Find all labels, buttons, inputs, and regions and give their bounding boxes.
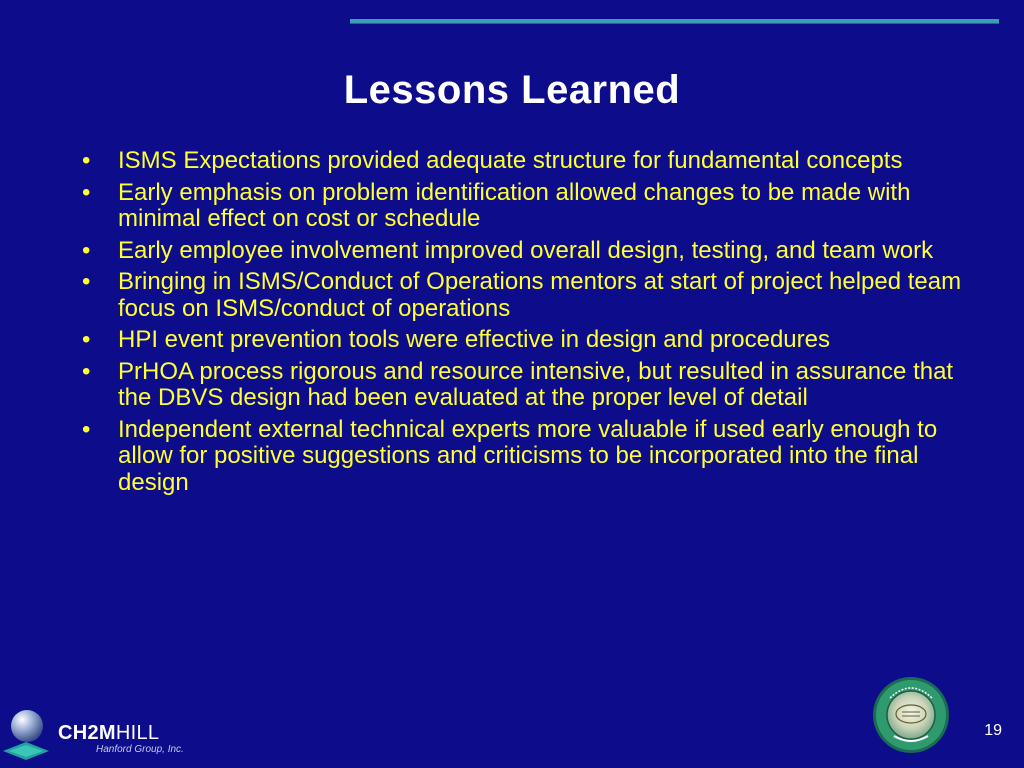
bullet-icon: • — [82, 268, 91, 295]
bullet-text: PrHOA process rigorous and resource intensive, but resulted in assurance that the DBVS design had been evaluated at the proper level of detail — [118, 357, 954, 411]
bullet-icon: • — [82, 236, 91, 264]
bullet-text: Bringing in ISMS/Conduct of Operations mentors at start of project helped team focus on ISMS/conduct of operations — [118, 268, 962, 322]
bullet-item — [80, 359, 980, 412]
bullet-item — [80, 327, 980, 354]
logo-thin-text: HILL — [115, 722, 160, 744]
diamond-base-icon — [3, 742, 49, 760]
safety-seal-icon — [872, 676, 950, 754]
bullet-text: ISMS Expectations provided adequate structure for fundamental concepts — [118, 147, 903, 174]
bullet-icon: • — [82, 178, 91, 206]
bullet-text: Early emphasis on problem identification allowed changes to be made with minimal effect on cost or schedule — [118, 178, 911, 232]
slide-title: Lessons Learned — [343, 68, 681, 112]
bullet-icon: • — [82, 147, 91, 174]
top-accent-rule — [350, 19, 999, 23]
bullet-item — [80, 148, 980, 175]
bullet-item — [80, 417, 980, 497]
bullet-item — [80, 180, 980, 233]
logo-bold-text: CH2M — [58, 722, 116, 744]
bullet-icon: • — [82, 326, 91, 353]
bullet-text: Independent external technical experts more valuable if used early enough to allow for positive suggestions and criticisms to be incorporated into the final design — [118, 415, 938, 496]
bullet-icon: • — [82, 415, 91, 443]
bullet-list — [80, 148, 980, 501]
globe-icon — [10, 709, 44, 743]
bullet-text: HPI event prevention tools were effective in design and procedures — [118, 326, 830, 353]
bullet-icon: • — [82, 357, 91, 385]
bullet-item — [80, 238, 980, 265]
bullet-item — [80, 269, 980, 322]
logo-wordmark — [58, 722, 159, 745]
page-number: 19 — [984, 722, 1002, 739]
logo-subtitle: Hanford Group, Inc. — [96, 744, 184, 755]
company-logo — [0, 706, 210, 768]
bullet-text: Early employee involvement improved overall design, testing, and team work — [118, 236, 934, 264]
